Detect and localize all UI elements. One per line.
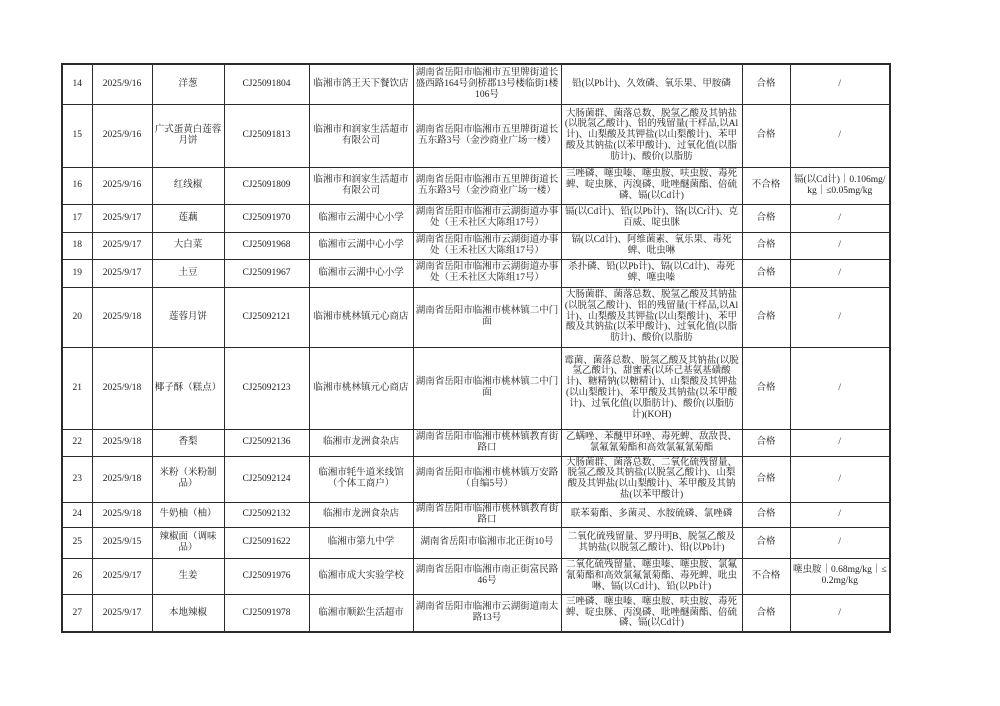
cell-date: 2025/9/17 xyxy=(92,259,152,287)
cell-date: 2025/9/16 xyxy=(92,167,152,204)
cell-company: 临湘市成大实验学校 xyxy=(309,558,413,594)
cell-result: 合格 xyxy=(742,429,790,456)
cell-code: CJ25091970 xyxy=(224,204,309,232)
inspection-results-table xyxy=(61,63,891,633)
cell-remark: 镉(以Cd计)｜0.106mg/kg｜≤0.05mg/kg xyxy=(790,167,890,204)
cell-name: 牛奶柚（柚） xyxy=(152,502,224,527)
cell-remark: / xyxy=(790,104,890,167)
cell-result: 不合格 xyxy=(742,558,790,594)
cell-company: 临湘市云湖中心小学 xyxy=(309,259,413,287)
cell-code: CJ25092132 xyxy=(224,502,309,527)
cell-remark: / xyxy=(790,347,890,429)
cell-no: 25 xyxy=(62,527,92,558)
cell-result: 合格 xyxy=(742,594,790,632)
cell-code: CJ25091809 xyxy=(224,167,309,204)
cell-items: 镉(以Cd计)、铅(以Pb计)、铬(以Cr计)、克百威、啶虫脒 xyxy=(561,204,742,232)
table-row xyxy=(62,502,890,527)
cell-items: 镉(以Cd计)、阿维菌素、氧乐果、毒死蜱、吡虫啉 xyxy=(561,232,742,259)
cell-no: 20 xyxy=(62,287,92,347)
table-row xyxy=(62,456,890,502)
cell-remark: / xyxy=(790,429,890,456)
cell-result: 合格 xyxy=(742,502,790,527)
cell-company: 临湘市和润家生活超市有限公司 xyxy=(309,167,413,204)
cell-remark: / xyxy=(790,456,890,502)
cell-name: 香梨 xyxy=(152,429,224,456)
cell-no: 17 xyxy=(62,204,92,232)
cell-no: 18 xyxy=(62,232,92,259)
table-row xyxy=(62,167,890,204)
cell-company: 临湘市龙洲食杂店 xyxy=(309,429,413,456)
cell-result: 合格 xyxy=(742,287,790,347)
cell-items: 二氧化硫残留量、罗丹明B、脱氢乙酸及其钠盐(以脱氢乙酸计)、铅(以Pb计) xyxy=(561,527,742,558)
cell-company: 临湘市云湖中心小学 xyxy=(309,204,413,232)
cell-code: CJ25092136 xyxy=(224,429,309,456)
table-row xyxy=(62,232,890,259)
cell-address: 湖南省岳阳市临湘市桃林镇教育街路口 xyxy=(413,429,561,456)
cell-items: 三唑磷、噻虫嗪、噻虫胺、呋虫胺、毒死蜱、啶虫脒、丙溴磷、吡唑醚菌酯、倍硫磷、镉(以Cd计) xyxy=(561,594,742,632)
cell-remark: / xyxy=(790,204,890,232)
cell-no: 14 xyxy=(62,64,92,104)
cell-company: 临湘市顺鈆生活超市 xyxy=(309,594,413,632)
cell-code: CJ25092123 xyxy=(224,347,309,429)
cell-result: 合格 xyxy=(742,456,790,502)
cell-remark: / xyxy=(790,232,890,259)
cell-address: 湖南省岳阳市临湘市桃林镇万安路（自编5号） xyxy=(413,456,561,502)
cell-date: 2025/9/18 xyxy=(92,287,152,347)
cell-address: 湖南省岳阳市临湘市云湖街道办事处（王禾社区大陈组17号） xyxy=(413,204,561,232)
cell-address: 湖南省岳阳市临湘市南正街富民路46号 xyxy=(413,558,561,594)
cell-code: CJ25091813 xyxy=(224,104,309,167)
results-table-body xyxy=(62,64,890,632)
cell-name: 椰子酥（糕点） xyxy=(152,347,224,429)
cell-date: 2025/9/18 xyxy=(92,502,152,527)
cell-address: 湖南省岳阳市临湘市云湖街道办事处（王禾社区大陈组17号） xyxy=(413,232,561,259)
cell-result: 合格 xyxy=(742,64,790,104)
cell-company: 临湘市鸽王天下餐饮店 xyxy=(309,64,413,104)
cell-remark: / xyxy=(790,502,890,527)
cell-no: 16 xyxy=(62,167,92,204)
cell-no: 21 xyxy=(62,347,92,429)
cell-no: 15 xyxy=(62,104,92,167)
cell-no: 19 xyxy=(62,259,92,287)
cell-result: 合格 xyxy=(742,232,790,259)
table-row xyxy=(62,287,890,347)
cell-items: 三唑磷、噻虫嗪、噻虫胺、呋虫胺、毒死蜱、啶虫脒、丙溴磷、吡唑醚菌酯、倍硫磷、镉(以Cd计) xyxy=(561,167,742,204)
cell-no: 22 xyxy=(62,429,92,456)
cell-remark: 噻虫胺｜0.68mg/kg｜≤0.2mg/kg xyxy=(790,558,890,594)
cell-date: 2025/9/16 xyxy=(92,104,152,167)
cell-items: 联苯菊酯、多菌灵、水胺硫磷、氯唑磷 xyxy=(561,502,742,527)
cell-address: 湖南省岳阳市临湘市五里牌街道长五东路3号（金沙商业广场一楼） xyxy=(413,167,561,204)
cell-items: 杀扑磷、铅(以Pb计)、镉(以Cd计)、毒死蜱、噻虫嗪 xyxy=(561,259,742,287)
cell-company: 临湘市龙洲食杂店 xyxy=(309,502,413,527)
cell-date: 2025/9/18 xyxy=(92,456,152,502)
cell-code: CJ25091968 xyxy=(224,232,309,259)
cell-date: 2025/9/16 xyxy=(92,64,152,104)
cell-items: 铅(以Pb计)、久效磷、氧乐果、甲胺磷 xyxy=(561,64,742,104)
cell-name: 本地辣椒 xyxy=(152,594,224,632)
cell-address: 湖南省岳阳市临湘市桃林镇二中门面 xyxy=(413,347,561,429)
cell-date: 2025/9/17 xyxy=(92,594,152,632)
cell-code: CJ25091622 xyxy=(224,527,309,558)
cell-remark: / xyxy=(790,594,890,632)
cell-items: 霉菌、菌落总数、脱氢乙酸及其钠盐(以脱氢乙酸计)、甜蜜素(以环己基氨基磺酸计)、糖精钠(以糖精计)、山梨酸及其钾盐(以山梨酸计)、苯甲酸及其钠盐(以苯甲酸计)、过氧化值(以脂肪计)、酸价(以脂肪计)(KOH) xyxy=(561,347,742,429)
table-row xyxy=(62,558,890,594)
table-row xyxy=(62,347,890,429)
table-row xyxy=(62,104,890,167)
cell-name: 广式蛋黄白莲蓉月饼 xyxy=(152,104,224,167)
cell-company: 临湘市桃林镇元心商店 xyxy=(309,347,413,429)
table-row xyxy=(62,204,890,232)
cell-remark: / xyxy=(790,527,890,558)
cell-date: 2025/9/17 xyxy=(92,232,152,259)
cell-items: 大肠菌群、菌落总数、二氧化硫残留量、脱氢乙酸及其钠盐(以脱氢乙酸计)、山梨酸及其钾盐(以山梨酸计)、苯甲酸及其钠盐(以苯甲酸计) xyxy=(561,456,742,502)
cell-remark: / xyxy=(790,259,890,287)
cell-no: 26 xyxy=(62,558,92,594)
table-row xyxy=(62,259,890,287)
cell-company: 临湘市第九中学 xyxy=(309,527,413,558)
cell-items: 二氧化硫残留量、噻虫嗪、噻虫胺、氯氟氰菊酯和高效氯氟氰菊酯、毒死蜱、吡虫啉、镉(以Cd计)、铅(以Pb计) xyxy=(561,558,742,594)
cell-code: CJ25091967 xyxy=(224,259,309,287)
cell-name: 土豆 xyxy=(152,259,224,287)
cell-date: 2025/9/17 xyxy=(92,204,152,232)
cell-remark: / xyxy=(790,64,890,104)
cell-date: 2025/9/18 xyxy=(92,347,152,429)
cell-company: 临湘市和润家生活超市有限公司 xyxy=(309,104,413,167)
cell-name: 辣椒面（调味品） xyxy=(152,527,224,558)
cell-company: 临湘市云湖中心小学 xyxy=(309,232,413,259)
cell-result: 不合格 xyxy=(742,167,790,204)
cell-no: 27 xyxy=(62,594,92,632)
cell-no: 23 xyxy=(62,456,92,502)
cell-remark: / xyxy=(790,287,890,347)
cell-result: 合格 xyxy=(742,347,790,429)
cell-result: 合格 xyxy=(742,527,790,558)
cell-code: CJ25092124 xyxy=(224,456,309,502)
cell-name: 洋葱 xyxy=(152,64,224,104)
table-row xyxy=(62,594,890,632)
cell-code: CJ25091976 xyxy=(224,558,309,594)
table-row xyxy=(62,429,890,456)
cell-result: 合格 xyxy=(742,259,790,287)
cell-name: 红线椒 xyxy=(152,167,224,204)
cell-name: 生姜 xyxy=(152,558,224,594)
cell-name: 大白菜 xyxy=(152,232,224,259)
cell-code: CJ25092121 xyxy=(224,287,309,347)
cell-date: 2025/9/18 xyxy=(92,429,152,456)
cell-name: 米粉（米粉制品） xyxy=(152,456,224,502)
cell-company: 临湘市牦牛道米线馆（个体工商户） xyxy=(309,456,413,502)
cell-address: 湖南省岳阳市临湘市北正街10号 xyxy=(413,527,561,558)
cell-items: 乙螨唑、苯醚甲环唑、毒死蜱、敌敌畏、氯氟氰菊酯和高效氯氟氰菊酯 xyxy=(561,429,742,456)
cell-address: 湖南省岳阳市临湘市桃林镇教育街路口 xyxy=(413,502,561,527)
cell-result: 合格 xyxy=(742,104,790,167)
cell-address: 湖南省岳阳市临湘市五里牌街道长五东路3号（金沙商业广场一楼） xyxy=(413,104,561,167)
cell-date: 2025/9/15 xyxy=(92,527,152,558)
table-row xyxy=(62,527,890,558)
cell-address: 湖南省岳阳市临湘市五里牌街道长盛西路164号剑桥郡13号楼临街1楼106号 xyxy=(413,64,561,104)
cell-date: 2025/9/17 xyxy=(92,558,152,594)
cell-result: 合格 xyxy=(742,204,790,232)
cell-name: 莲蓉月饼 xyxy=(152,287,224,347)
table-row xyxy=(62,64,890,104)
cell-items: 大肠菌群、菌落总数、脱氢乙酸及其钠盐(以脱氢乙酸计)、铝的残留量(干样品,以Al计)、山梨酸及其钾盐(以山梨酸计)、苯甲酸及其钠盐(以苯甲酸计)、过氧化值(以脂肪计)、酸价(以脂肪 xyxy=(561,287,742,347)
cell-name: 莲藕 xyxy=(152,204,224,232)
cell-items: 大肠菌群、菌落总数、脱氢乙酸及其钠盐(以脱氢乙酸计)、铝的残留量(干样品,以Al计)、山梨酸及其钾盐(以山梨酸计)、苯甲酸及其钠盐(以苯甲酸计)、过氧化值(以脂肪计)、酸价(以脂肪 xyxy=(561,104,742,167)
cell-no: 24 xyxy=(62,502,92,527)
cell-address: 湖南省岳阳市临湘市云湖街道办事处（王禾社区大陈组17号） xyxy=(413,259,561,287)
cell-code: CJ25091804 xyxy=(224,64,309,104)
cell-company: 临湘市桃林镇元心商店 xyxy=(309,287,413,347)
cell-address: 湖南省岳阳市临湘市云湖街道南太路13号 xyxy=(413,594,561,632)
cell-code: CJ25091978 xyxy=(224,594,309,632)
cell-address: 湖南省岳阳市临湘市桃林镇二中门面 xyxy=(413,287,561,347)
